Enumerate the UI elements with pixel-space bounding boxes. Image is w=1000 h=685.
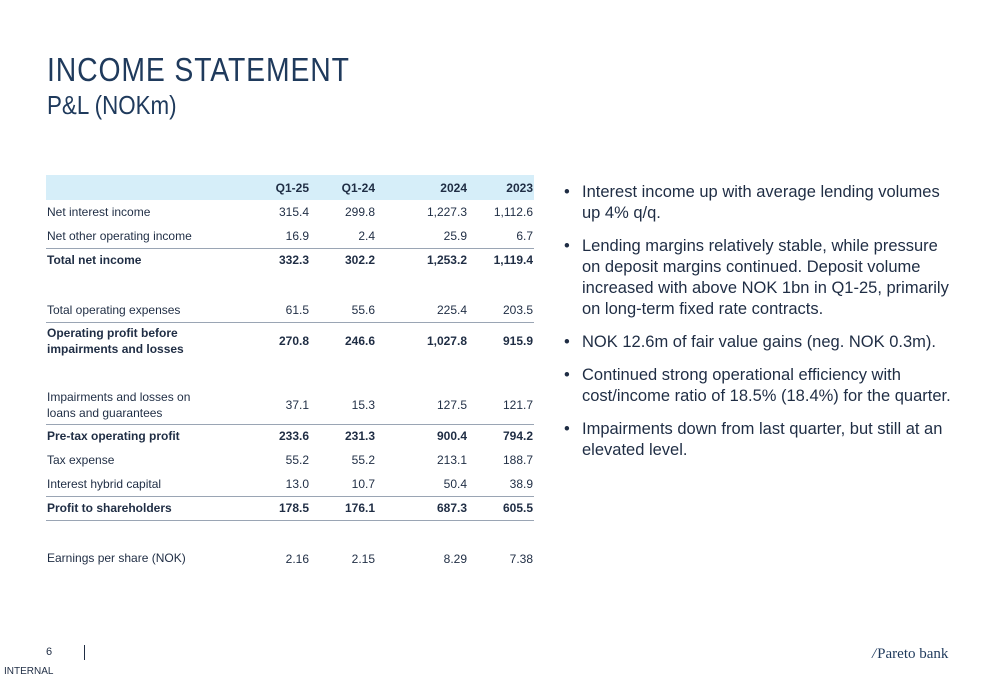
table-cell: 2.4 — [310, 224, 376, 248]
bullet-icon: • — [564, 366, 570, 384]
table-cell: 233.6 — [278, 429, 309, 444]
row-label: Total net income — [47, 253, 142, 268]
classification-label: INTERNAL — [4, 666, 54, 677]
pareto-bank-logo — [872, 646, 948, 663]
bullet-icon: • — [564, 333, 570, 351]
table-cell: 8.29 — [443, 551, 467, 566]
table-cell: 127.5 — [376, 386, 468, 424]
table-cell: 121.7 — [468, 386, 534, 424]
row-label: Earnings per share (NOK) — [47, 551, 186, 566]
table-cell: 188.7 — [502, 453, 533, 467]
row-label: Profit to shareholders — [46, 496, 222, 520]
list-item-text: Interest income up with average lending volumes up 4% q/q. — [582, 183, 940, 222]
table-cell: 794.2 — [502, 429, 533, 444]
table-spacer — [46, 360, 534, 386]
table-row-total — [46, 424, 534, 448]
row-label: Total operating expenses — [46, 298, 222, 322]
table-cell: 178.5 — [222, 496, 310, 520]
table-spacer — [46, 272, 534, 298]
table-cell: 61.5 — [222, 298, 310, 322]
table-cell: 38.9 — [468, 472, 534, 496]
table-cell: 176.1 — [310, 496, 376, 520]
table-cell: 900.4 — [436, 429, 467, 444]
row-label: Impairments and losses on loans and guarantees — [46, 386, 222, 424]
table-cell: 1,253.2 — [426, 253, 467, 268]
table-cell: 55.2 — [351, 453, 375, 467]
table-row — [46, 386, 534, 424]
commentary-list — [564, 182, 959, 473]
table-row — [46, 298, 534, 322]
table-cell: 302.2 — [344, 253, 375, 268]
row-label: Pre-tax operating profit — [47, 429, 180, 444]
footer-divider — [84, 645, 85, 660]
row-label: Net other operating income — [46, 224, 222, 248]
bullet-icon: • — [564, 237, 570, 255]
table-cell: 1,119.4 — [493, 253, 533, 268]
table-header-row — [46, 175, 534, 200]
table-cell: 915.9 — [502, 334, 533, 349]
table-cell: 10.7 — [310, 472, 376, 496]
table-cell: 203.5 — [468, 298, 534, 322]
table-cell: 6.7 — [468, 224, 534, 248]
table-cell: 246.6 — [344, 334, 375, 349]
table-cell: 55.6 — [310, 298, 376, 322]
table-cell: 225.4 — [376, 298, 468, 322]
bullet-icon: • — [564, 183, 570, 201]
list-item-text: Lending margins relatively stable, while pressure on deposit margins continued. Deposit volume increased with above NOK 1bn in Q1-25, primarily on long-term fixed rate contracts. — [582, 237, 949, 318]
table-cell: 687.3 — [376, 496, 468, 520]
table-row-total — [46, 248, 534, 272]
table-cell: 55.2 — [285, 453, 309, 467]
table-cell: 315.4 — [278, 205, 309, 219]
table-cell: 2.15 — [351, 551, 375, 566]
table-cell: 231.3 — [344, 429, 375, 444]
list-item-text: Impairments down from last quarter, but still at an elevated level. — [582, 420, 943, 459]
table-row — [46, 224, 534, 248]
table-cell: 13.0 — [222, 472, 310, 496]
table-row — [46, 200, 534, 224]
table-cell: 1,227.3 — [426, 205, 467, 219]
table-cell: 270.8 — [278, 334, 309, 349]
page-title: INCOME STATEMENT — [47, 51, 350, 88]
table-header-cell: 2024 — [440, 180, 467, 195]
table-row-total — [46, 322, 534, 360]
page-subtitle: P&L (NOKm) — [47, 90, 177, 120]
table-cell: 37.1 — [222, 386, 310, 424]
table-cell: 7.38 — [509, 551, 533, 566]
table-header-cell: 2023 — [506, 180, 533, 195]
list-item-text: Continued strong operational efficiency with cost/income ratio of 18.5% (18.4%) for the quarter. — [582, 366, 951, 405]
table-cell: 16.9 — [222, 224, 310, 248]
table-cell: 1,112.6 — [493, 205, 533, 219]
table-header-cell: Q1-24 — [341, 180, 375, 195]
table-cell: 1,027.8 — [426, 334, 467, 349]
list-item — [564, 182, 959, 224]
table-cell: 50.4 — [376, 472, 468, 496]
table-row — [46, 547, 534, 571]
row-label: Tax expense — [47, 452, 115, 467]
list-item — [564, 419, 959, 461]
row-label: Operating profit before impairments and losses — [47, 326, 184, 357]
logo-mark-icon: / — [872, 646, 877, 662]
table-spacer — [46, 520, 534, 547]
table-cell: 15.3 — [310, 386, 376, 424]
list-item — [564, 236, 959, 320]
list-item-text: NOK 12.6m of fair value gains (neg. NOK 0.3m). — [582, 333, 936, 351]
table-cell: 213.1 — [436, 453, 467, 467]
list-item — [564, 365, 959, 407]
table-cell: 2.16 — [285, 551, 309, 566]
logo-text: Pareto bank — [877, 646, 949, 662]
row-label: Net interest income — [47, 204, 151, 219]
table-header-cell: Q1-25 — [275, 180, 309, 195]
table-cell: 605.5 — [468, 496, 534, 520]
table-row — [46, 472, 534, 496]
table-cell: 299.8 — [344, 205, 375, 219]
page-number: 6 — [46, 646, 53, 658]
list-item — [564, 332, 959, 353]
table-cell: 332.3 — [278, 253, 309, 268]
bullet-icon: • — [564, 420, 570, 438]
table-cell: 25.9 — [376, 224, 468, 248]
table-header-label — [46, 175, 222, 200]
income-statement-table — [46, 175, 534, 571]
table-row-total — [46, 496, 534, 520]
table-row — [46, 448, 534, 472]
row-label: Interest hybrid capital — [46, 472, 222, 496]
